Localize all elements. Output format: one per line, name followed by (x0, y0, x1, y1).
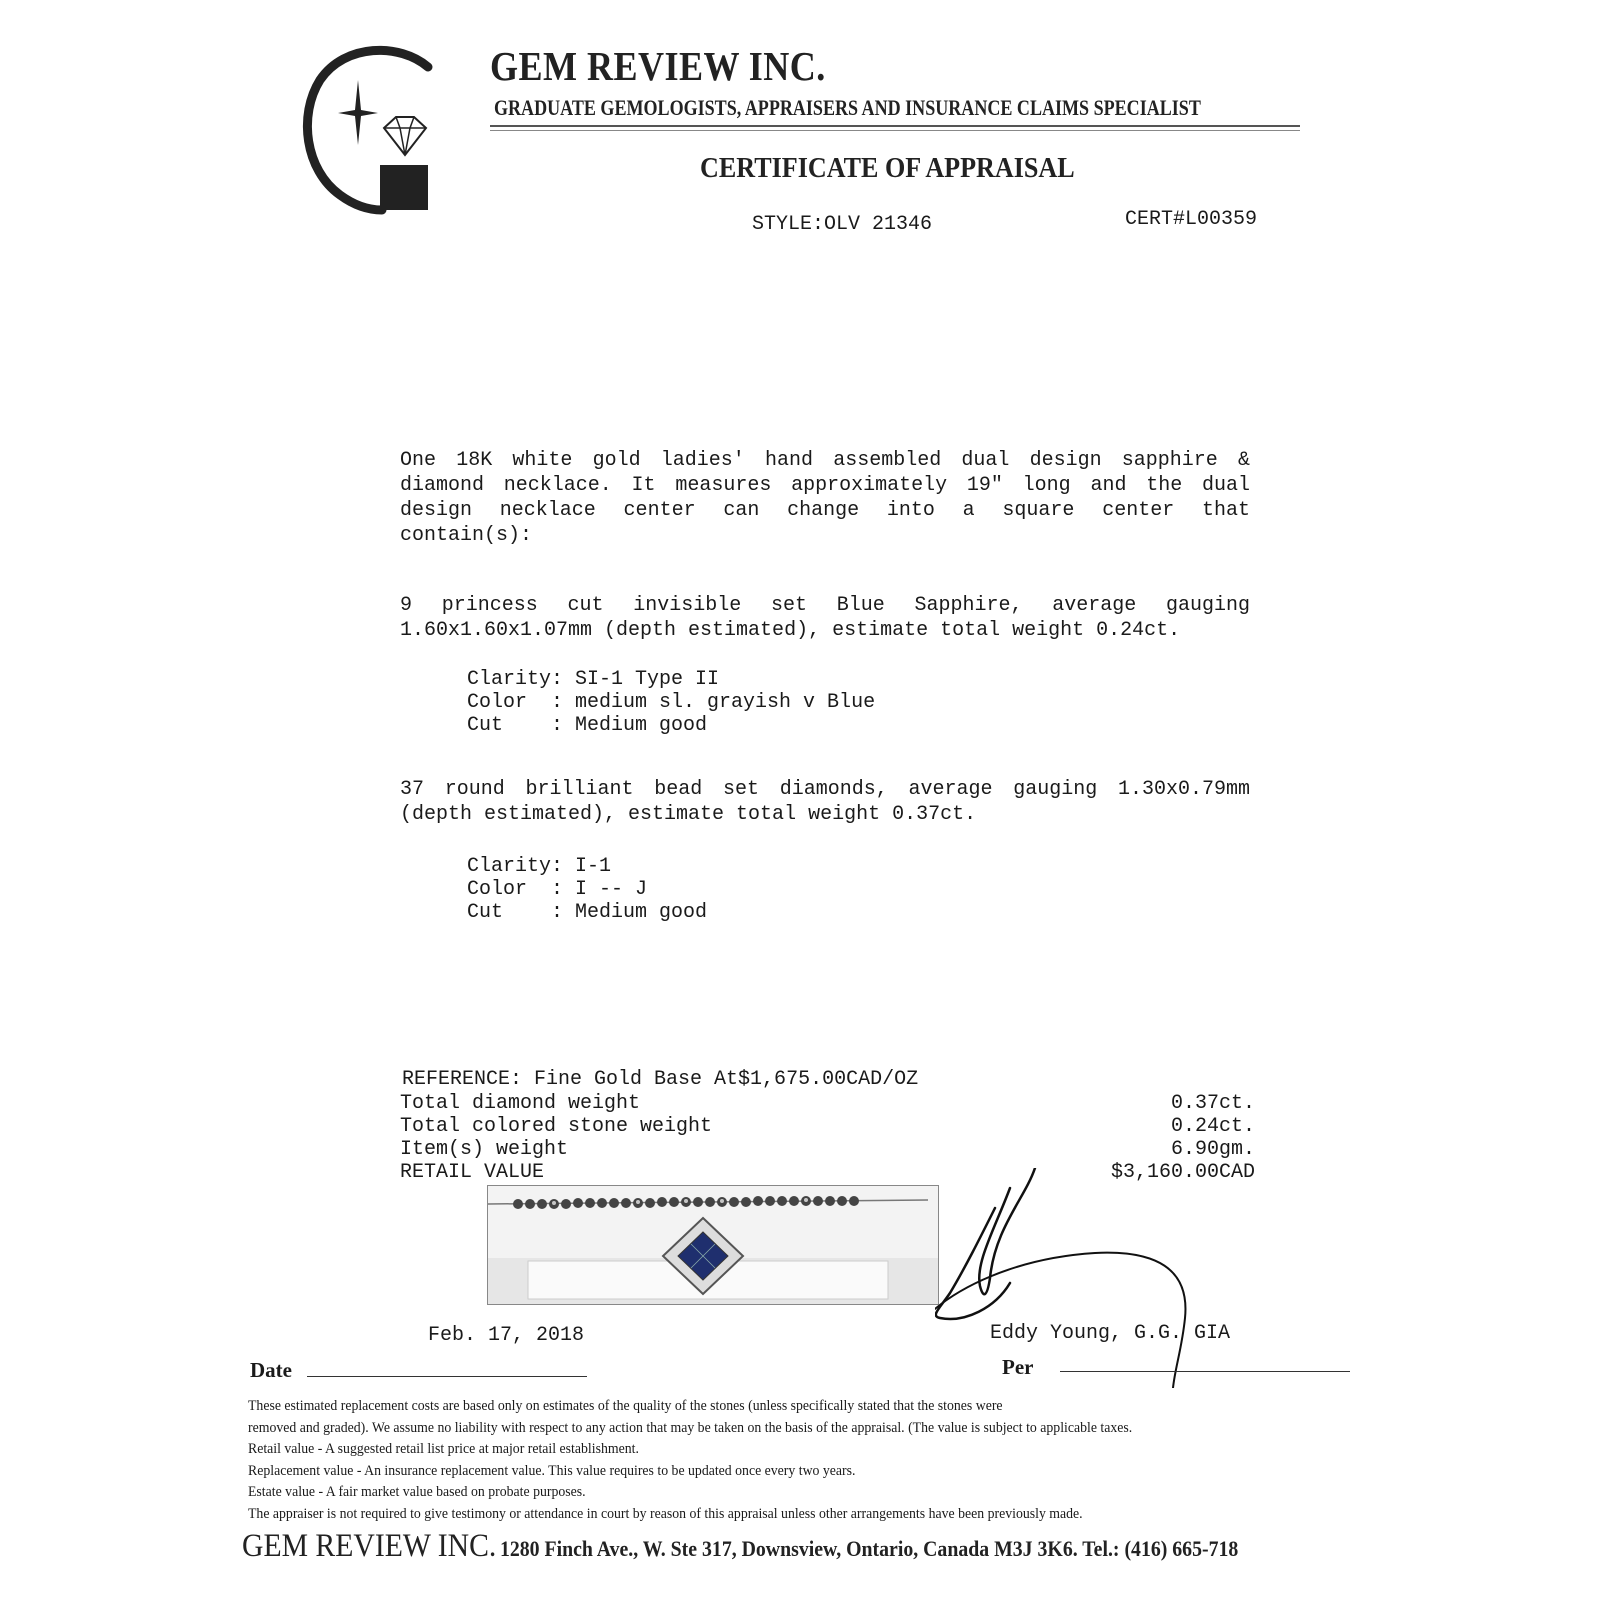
company-tagline: GRADUATE GEMOLOGISTS, APPRAISERS AND INSURANCE CLAIMS SPECIALIST (494, 95, 1201, 120)
sapphire-cut: Cut : Medium good (467, 714, 708, 737)
handwritten-signature (935, 1168, 1225, 1388)
summary-row (400, 1115, 1255, 1138)
footer-address: 1280 Finch Ave., W. Ste 317, Downsview, Ontario, Canada M3J 3K6. Tel.: (416) 665-718 (499, 1536, 1239, 1561)
sapphire-clarity: Clarity: SI-1 Type II (467, 668, 720, 691)
disclaimer-line: removed and graded). We assume no liability with respect to any action that may be taken on the basis of the appraisal. (The value is subject to applicable taxes. (248, 1419, 1133, 1436)
sapphire-description: 9 princess cut invisible set Blue Sapphire, average gauging 1.60x1.60x1.07mm (depth estimated), estimate total weight 0.24ct. (400, 594, 1250, 642)
summary-value: 0.24ct. (1170, 1115, 1255, 1138)
date-label: Date (250, 1358, 292, 1382)
appraisal-date: Feb. 17, 2018 (428, 1324, 585, 1347)
diamond-cut: Cut : Medium good (467, 901, 708, 924)
disclaimer-line: Estate value - A fair market value based on probate purposes. (248, 1484, 586, 1500)
disclaimer-line: Replacement value - An insurance replacement value. This value requires to be updated once every two years. (248, 1462, 856, 1479)
company-name: GEM REVIEW INC. (490, 43, 826, 89)
item-description: One 18K white gold ladies' hand assembled dual design sapphire & diamond necklace. It measures approximately 19" long and the dual design necklace center can change into a square center that contain(s): (400, 449, 1250, 547)
footer (242, 1528, 1238, 1565)
diamond-description: 37 round brilliant bead set diamonds, average gauging 1.30x0.79mm (depth estimated), estimate total weight 0.37ct. (400, 778, 1250, 826)
certificate-number: CERT#L00359 (1125, 208, 1258, 231)
disclaimer-line: Retail value - A suggested retail list price at major retail establishment. (248, 1441, 639, 1457)
date-underline (307, 1376, 587, 1377)
necklace-image (488, 1186, 938, 1304)
summary-row (400, 1138, 1255, 1161)
sapphire-specs (467, 668, 875, 737)
item-photo (487, 1185, 939, 1305)
footer-company: GEM REVIEW INC. (242, 1528, 497, 1564)
certificate-title: CERTIFICATE OF APPRAISAL (700, 152, 1075, 184)
gem-logo-icon (300, 45, 450, 220)
disclaimer-line: These estimated replacement costs are based only on estimates of the quality of the stones (unless specifically stated that the stones were (248, 1398, 1003, 1414)
disclaimer-line: The appraiser is not required to give testimony or attendance in court by reason of this appraisal unless other arrangements have been previously made. (248, 1505, 1083, 1522)
per-underline (1060, 1371, 1350, 1372)
summary-label: Item(s) weight (400, 1138, 569, 1161)
retail-value-label: RETAIL VALUE (400, 1161, 545, 1184)
header-rule (490, 125, 1300, 127)
diamond-color: Color : I -- J (467, 878, 648, 901)
disclaimer (248, 1396, 1378, 1525)
summary-label: Total colored stone weight (400, 1115, 713, 1138)
summary-value: 6.90gm. (1170, 1138, 1255, 1161)
style-number: STYLE:OLV 21346 (752, 213, 933, 236)
summary-value: 0.37ct. (1170, 1092, 1255, 1115)
summary-row (400, 1092, 1255, 1115)
per-label: Per (1002, 1355, 1034, 1379)
diamond-clarity: Clarity: I-1 (467, 855, 612, 878)
gold-reference: REFERENCE: Fine Gold Base At$1,675.00CAD/OZ (402, 1068, 919, 1091)
header-rule-thin (490, 130, 1300, 131)
appraiser-name: Eddy Young, G.G. GIA (990, 1322, 1231, 1345)
diamond-specs (467, 855, 707, 924)
sapphire-color: Color : medium sl. grayish v Blue (467, 691, 876, 714)
summary-label: Total diamond weight (400, 1092, 641, 1115)
retail-value: $3,160.00CAD (1110, 1161, 1255, 1184)
